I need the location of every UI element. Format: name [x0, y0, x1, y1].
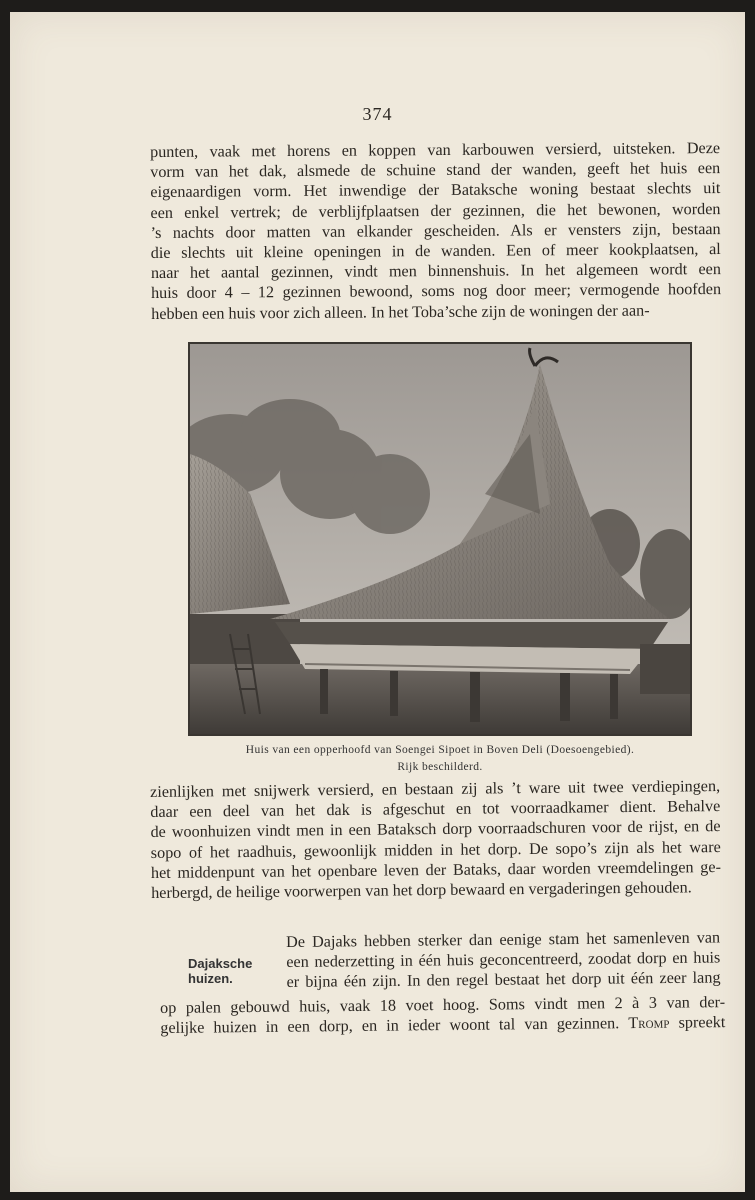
text-line: ’s nachts door matten van elkander gescheiden. Als er vensters zijn, bestaan: [150, 219, 721, 242]
page-number: 374: [362, 104, 393, 124]
figure-caption: [150, 742, 730, 776]
paragraph-bottom-full-width: [160, 992, 725, 1038]
house-illustration: [190, 344, 690, 734]
text-line: De Dajaks hebben sterker dan eenige stam het samenleven van: [286, 928, 721, 951]
text-line: punten, vaak met horens en koppen van karbouwen versierd, uitsteken. Deze: [150, 139, 721, 161]
text-fragment: spreekt: [678, 1013, 726, 1032]
text-fragment: gelijke huizen in een dorp, en in ieder woont tal van gezinnen.: [160, 1014, 620, 1038]
text-line: vorm van het dak, alsmede de schuine stand der wanden, geeft het huis een: [150, 159, 721, 182]
paragraph-middle: [150, 776, 721, 903]
text-line: sopo of het raadhuis, gewoonlijk midden in het dorp. De sopo’s zijn als het ware: [150, 837, 721, 862]
text-line: die slechts uit kleine openingen in de wanden. Een of meer kookplaatsen, al: [150, 240, 721, 263]
caption-line: Huis van een opperhoofd van Soengei Sipoet in Boven Deli (Doesoengebied).: [245, 744, 635, 756]
text-line: het middenpunt van het openbare leven der Bataks, daar worden vreemdelingen ge-: [150, 857, 722, 882]
text-line: daar een deel van het dak is afgeschut en tot voorraadkamer dient. Behalve: [150, 797, 721, 822]
book-page: [10, 12, 745, 1192]
paragraph-bottom: [286, 927, 721, 992]
margin-note: [188, 956, 252, 986]
text-line: huis door 4 – 12 gezinnen bewoond, soms nog door meer; vermogende hoofden: [150, 280, 722, 303]
author-name: Tromp: [628, 1013, 670, 1033]
text-line: een nederzetting in één huis geconcentreerd, zoodat dorp en huis: [286, 948, 721, 972]
text-line: eigenaardigen vorm. Het inwendige der Bataksche woning bestaat slechts uit: [150, 179, 721, 202]
batak-house-photograph: [188, 342, 692, 736]
text-line: er bijna één zijn. In den regel bestaat het dorp uit één zeer lang: [286, 968, 721, 992]
text-line: zienlijken met snijwerk versierd, en bestaan zij als ’t ware uit twee verdiepingen,: [150, 777, 721, 801]
text-line: op palen gebouwd huis, vaak 18 voet hoog. Soms vindt men 2 à 3 van der-: [160, 993, 726, 1017]
text-line: naar het aantal gezinnen, vindt men binnenshuis. In het algemeen wordt een: [150, 260, 721, 283]
paragraph-top: [150, 138, 721, 324]
text-line: hebben een huis voor zich alleen. In het Toba’sche zijn de woningen der aan-: [151, 301, 650, 323]
text-line: een enkel vertrek; de verblijfplaatsen der gezinnen, die het bewonen, worden: [150, 199, 721, 222]
caption-line: Rijk beschilderd.: [397, 761, 483, 773]
margin-note-line: Dajaksche: [188, 956, 253, 971]
text-line: de woonhuizen vindt men in een Bataksch dorp voorraadschuren voor de rijst, en de: [150, 817, 721, 842]
text-line: herbergd, de heilige voorwerpen van het dorp bewaard en vergaderingen gehouden.: [151, 878, 692, 903]
margin-note-line: huizen.: [188, 971, 233, 986]
